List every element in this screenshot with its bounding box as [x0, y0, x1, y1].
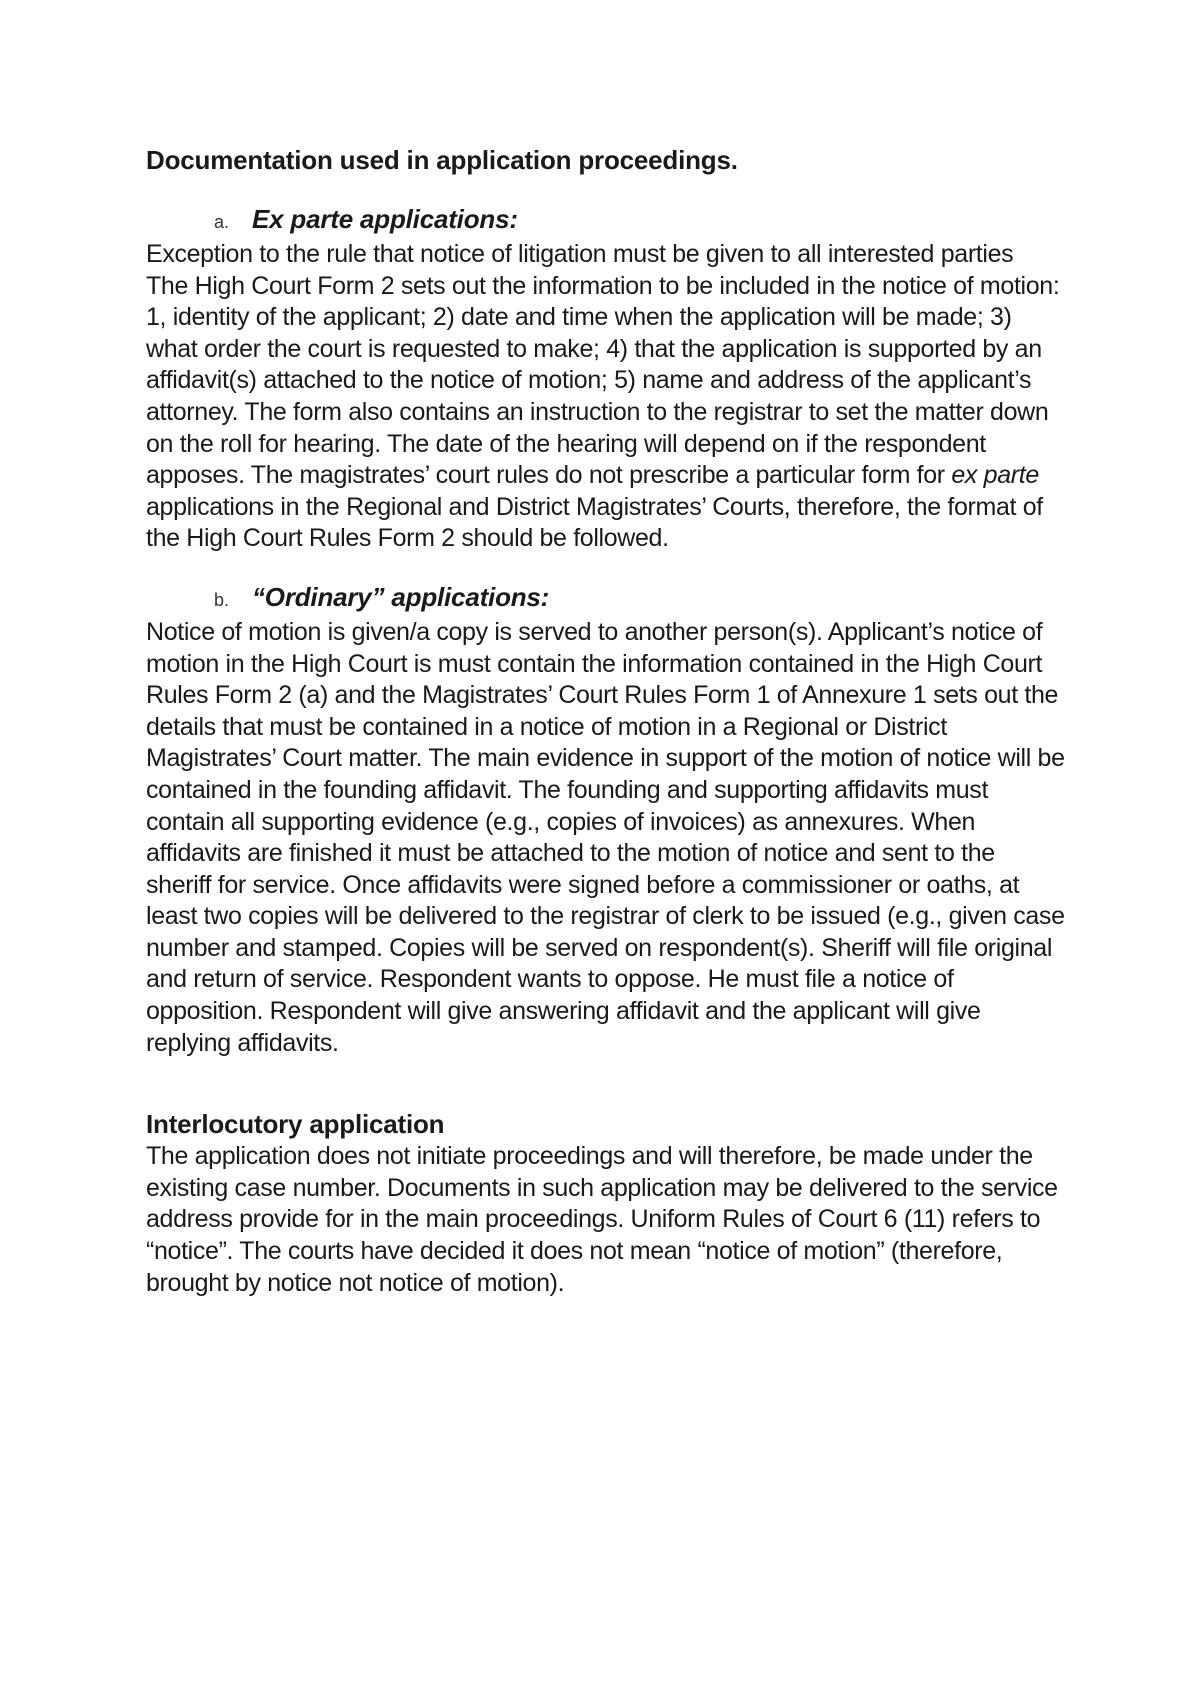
section-a-title: Ex parte applications:: [252, 204, 518, 234]
ex-parte-italic-term: ex parte: [951, 461, 1039, 490]
interlocutory-heading: Interlocutory application: [146, 1109, 445, 1140]
section-a-paragraph-2-text-start: The High Court Form 2 sets out the information to be included in the notice of motion: 1, identity of the applicant; 2) date and time when the application will be made; 3) what order the court is requested to make; 4) that the application is supported by an affidavit(s) attached to the notice of motion; 5) name and address of the applicant’s attorney. The form also contains an instruction to the registrar to set the matter down on the roll for hearing. The date of the hearing will depend on if the respondent apposes. The magistrates’ court rules do not prescribe a particular form for: [146, 271, 1060, 490]
section-b-paragraph: Notice of motion is given/a copy is served to another person(s). Applicant’s notice of motion in the High Court is must contain the information contained in the High Court Rules Form 2 (a) and the Magistrates’ Court Rules Form 1 of Annexure 1 sets out the details that must be contained in a notice of motion in a Regional or District Magistrates’ Court matter. The main evidence in support of the motion of notice will be contained in the founding affidavit. The founding and supporting affidavits must contain all supporting evidence (e.g., copies of invoices) as annexures. When affidavits are finished it must be attached to the motion of notice and sent to the sheriff for service. Once affidavits were signed before a commissioner or oaths, at least two copies will be delivered to the registrar of clerk to be issued (e.g., given case number and stamped. Copies will be served on respondent(s). Sheriff will file original and return of service. Respondent wants to oppose. He must file a notice of opposition. Respondent will give answering affidavit and the applicant will give replying affidavits.: [146, 617, 1065, 1057]
section-a-heading: [146, 202, 1066, 239]
section-b-heading: [146, 580, 1066, 617]
section-a-paragraph-2: [146, 271, 1066, 555]
section-a-marker: a.: [214, 212, 230, 232]
section-a-paragraph-2-text-end: applications in the Regional and District Magistrates’ Courts, therefore, the format of the High Court Rules Form 2 should be followed.: [146, 492, 1043, 553]
document-title: Documentation used in application proceedings.: [146, 145, 738, 175]
section-b-marker: b.: [214, 589, 230, 610]
section-a-paragraph-1: Exception to the rule that notice of litigation must be given to all interested parties: [146, 240, 1014, 268]
document-body: [146, 143, 1066, 1299]
interlocutory-paragraph: The application does not initiate proceedings and will therefore, be made under the existing case number. Documents in such application may be delivered to the service address provide for in the main proceedings. Uniform Rules of Court 6 (11) refers to “notice”. The courts have decided it does not mean “notice of motion” (therefore, brought by notice not notice of motion).: [146, 1142, 1058, 1297]
section-b-title: “Ordinary” applications:: [252, 581, 550, 612]
